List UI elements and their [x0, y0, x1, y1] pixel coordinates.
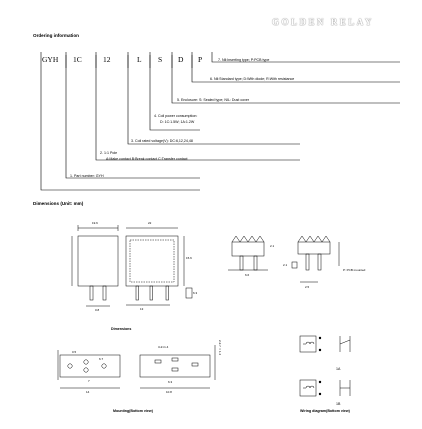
brand-logo: GOLDEN RELAY [272, 17, 374, 27]
dim-label-pcb-d: 2.5 [305, 285, 310, 289]
order-line-3: 3. Coil rated voltage(V): DC:6,12,24,48 [131, 139, 193, 143]
order-line-4: 4. Coil power consumption: [154, 114, 198, 118]
order-line-6: 6. Nil:Standard type; D:With diode; R:With resistance [210, 77, 295, 81]
dim-label-mount-f: 10.8 [166, 390, 172, 394]
dim-label-pcb-b: 6.6 [245, 273, 250, 277]
dim-label-mount-c: 7 [88, 379, 90, 383]
order-line-2b: A:Make contact B:Break contact C:Transfer contact [106, 157, 188, 161]
wiring-label-1b: 1B [336, 402, 341, 406]
order-line-5: 5. Enclosure: S: Sealed type; NIL: Dust cover [177, 98, 250, 102]
dim-label-pin: 6.3 [193, 291, 198, 295]
dimensions-heading: Dimensions (Unit: mm) [33, 201, 84, 206]
dim-label-mount-e: 6.3 [168, 380, 173, 384]
dim-label-pcb-c: 2.1 [283, 263, 288, 267]
caption-mounting: Mounting(Bottom view) [113, 409, 153, 413]
ordering-heading: Ordering information [33, 33, 79, 38]
code-power: L [137, 55, 142, 64]
dim-label-mount-b: 6.7 [99, 357, 104, 361]
dim-label-mount-a: 0.5 [72, 350, 77, 354]
order-line-7: 7. Nil:Inserting type; P:PCB type [218, 58, 270, 62]
order-line-1: 1. Part number: GYH [70, 174, 104, 178]
caption-dimensions: Dimensions [111, 327, 132, 331]
code-enclosure: S [158, 55, 163, 64]
slot-spec: 2-2.7×1.4 [218, 340, 222, 356]
code-voltage: 12 [103, 55, 111, 64]
code-diode: D [178, 55, 184, 64]
dim-label-length: 22 [148, 221, 152, 225]
dim-label-pitch-a: 0.8 [95, 308, 100, 312]
order-line-2: 2. 1:1 Pole [100, 151, 118, 155]
wiring-label-1a: 1A [336, 367, 341, 371]
dim-label-pitch-b: 13 [140, 307, 144, 311]
dim-label-height: 15.6 [186, 256, 192, 260]
code-mount: P [198, 55, 203, 64]
code-form: 1C [73, 55, 82, 64]
dim-label-width: 19.6 [92, 221, 98, 225]
pcb-mounted-label: P: PCB mounted [343, 268, 366, 272]
dim-label-mount-d: 14 [86, 390, 90, 394]
hole-spec: 3-2×1.4 [158, 345, 169, 349]
caption-wiring: Wiring diagram(Bottom view) [300, 409, 350, 413]
dim-label-pcb-a: 2.1 [270, 244, 275, 248]
order-line-4b: D: 1C:1.5W; 1A:1.2W [160, 120, 195, 124]
code-part: GYH [42, 55, 59, 64]
